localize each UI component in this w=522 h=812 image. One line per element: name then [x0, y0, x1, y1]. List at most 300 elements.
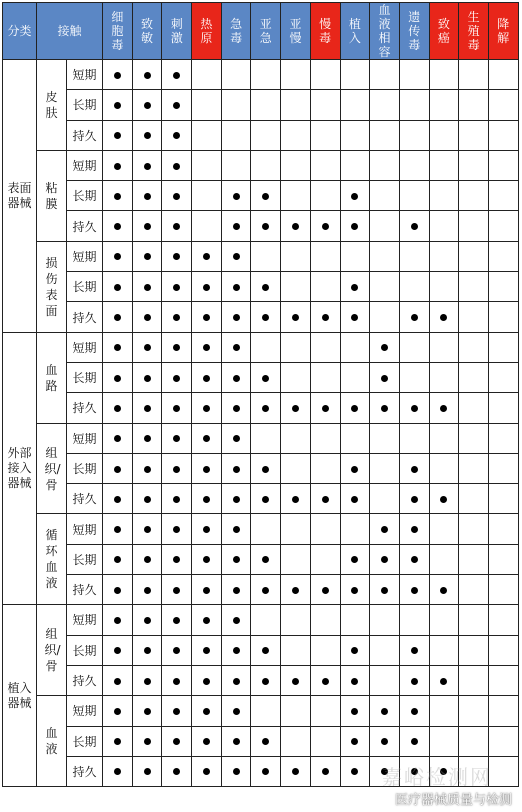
contact-type-cell: [37, 605, 67, 696]
test-cell: [281, 181, 311, 211]
test-cell: [459, 453, 489, 483]
test-cell: [340, 423, 370, 453]
required-dot-icon: [440, 678, 447, 685]
table-row: [3, 241, 519, 271]
required-dot-icon: [411, 526, 418, 533]
required-dot-icon: [144, 72, 151, 79]
required-dot-icon: [351, 678, 358, 685]
required-dot-icon: [262, 284, 269, 291]
header-test-label: 致癌: [437, 17, 450, 45]
table-row: [3, 423, 519, 453]
required-dot-icon: [381, 708, 388, 715]
test-cell: [459, 211, 489, 241]
required-dot-icon: [144, 738, 151, 745]
test-cell: [103, 453, 133, 483]
required-dot-icon: [144, 768, 151, 775]
header-row: [3, 3, 519, 60]
test-cell: [488, 423, 518, 453]
required-dot-icon: [173, 617, 180, 624]
contact-type-label: 血路: [45, 362, 58, 393]
test-cell: [459, 423, 489, 453]
table-row: [3, 665, 519, 695]
test-cell: [103, 150, 133, 180]
required-dot-icon: [203, 284, 210, 291]
test-cell: [251, 756, 281, 786]
test-cell: [370, 423, 400, 453]
test-cell: [340, 453, 370, 483]
test-cell: [132, 302, 162, 332]
test-cell: [281, 605, 311, 635]
test-cell: [399, 726, 429, 756]
test-cell: [488, 302, 518, 332]
required-dot-icon: [114, 435, 121, 442]
required-dot-icon: [173, 556, 180, 563]
test-cell: [340, 181, 370, 211]
test-cell: [370, 302, 400, 332]
test-cell: [103, 544, 133, 574]
test-cell: [429, 635, 459, 665]
required-dot-icon: [173, 466, 180, 473]
test-cell: [281, 544, 311, 574]
test-cell: [132, 181, 162, 211]
table-row: [3, 635, 519, 665]
test-cell: [251, 514, 281, 544]
test-cell: [221, 332, 251, 362]
test-cell: [429, 726, 459, 756]
required-dot-icon: [203, 647, 210, 654]
test-cell: [429, 362, 459, 392]
required-dot-icon: [144, 708, 151, 715]
required-dot-icon: [233, 466, 240, 473]
test-cell: [162, 453, 192, 483]
test-cell: [192, 726, 222, 756]
test-cell: [488, 575, 518, 605]
required-dot-icon: [322, 678, 329, 685]
contact-type-cell: [37, 332, 67, 423]
test-cell: [221, 605, 251, 635]
required-dot-icon: [262, 466, 269, 473]
test-cell: [132, 514, 162, 544]
header-test-label: 亚慢: [289, 17, 302, 45]
test-cell: [429, 514, 459, 544]
contact-type-cell: [37, 150, 67, 241]
required-dot-icon: [173, 284, 180, 291]
required-dot-icon: [114, 72, 121, 79]
test-cell: [429, 544, 459, 574]
test-cell: [281, 575, 311, 605]
required-dot-icon: [144, 587, 151, 594]
table-row: [3, 605, 519, 635]
test-cell: [162, 484, 192, 514]
required-dot-icon: [203, 375, 210, 382]
table-header: [3, 3, 519, 60]
test-cell: [399, 514, 429, 544]
header-category: 分类: [3, 3, 37, 60]
test-cell: [251, 241, 281, 271]
required-dot-icon: [114, 375, 121, 382]
test-cell: [399, 60, 429, 90]
test-cell: [281, 484, 311, 514]
test-cell: [103, 90, 133, 120]
test-cell: [192, 756, 222, 786]
test-cell: [399, 544, 429, 574]
test-cell: [162, 272, 192, 302]
test-cell: [221, 756, 251, 786]
test-cell: [132, 453, 162, 483]
test-cell: [281, 150, 311, 180]
test-cell: [192, 362, 222, 392]
test-cell: [132, 575, 162, 605]
test-cell: [488, 453, 518, 483]
required-dot-icon: [233, 344, 240, 351]
required-dot-icon: [114, 132, 121, 139]
test-cell: [162, 575, 192, 605]
table-row: [3, 393, 519, 423]
required-dot-icon: [144, 466, 151, 473]
test-cell: [488, 544, 518, 574]
test-cell: [429, 150, 459, 180]
header-test-4: [221, 3, 251, 60]
test-cell: [340, 544, 370, 574]
header-test-9: [370, 3, 400, 60]
test-cell: [281, 241, 311, 271]
required-dot-icon: [114, 768, 121, 775]
test-cell: [429, 181, 459, 211]
required-dot-icon: [381, 375, 388, 382]
contact-type-cell: [37, 241, 67, 332]
duration-cell: 持久: [67, 575, 103, 605]
required-dot-icon: [351, 647, 358, 654]
required-dot-icon: [114, 587, 121, 594]
required-dot-icon: [381, 587, 388, 594]
test-cell: [459, 726, 489, 756]
required-dot-icon: [233, 375, 240, 382]
test-cell: [429, 696, 459, 726]
category-cell: [3, 60, 37, 333]
test-cell: [251, 211, 281, 241]
required-dot-icon: [351, 768, 358, 775]
test-cell: [399, 302, 429, 332]
required-dot-icon: [292, 496, 299, 503]
test-cell: [132, 60, 162, 90]
required-dot-icon: [351, 223, 358, 230]
test-cell: [221, 150, 251, 180]
test-cell: [370, 60, 400, 90]
test-cell: [221, 575, 251, 605]
test-cell: [370, 181, 400, 211]
biocompatibility-matrix: [2, 2, 519, 787]
test-cell: [310, 393, 340, 423]
test-cell: [162, 211, 192, 241]
required-dot-icon: [173, 223, 180, 230]
duration-cell: 持久: [67, 756, 103, 786]
test-cell: [103, 393, 133, 423]
test-cell: [310, 453, 340, 483]
test-cell: [429, 453, 459, 483]
duration-cell: 长期: [67, 726, 103, 756]
test-cell: [488, 60, 518, 90]
test-cell: [162, 726, 192, 756]
test-cell: [162, 665, 192, 695]
duration-cell: 持久: [67, 393, 103, 423]
test-cell: [340, 302, 370, 332]
required-dot-icon: [173, 314, 180, 321]
duration-cell: 短期: [67, 696, 103, 726]
test-cell: [459, 120, 489, 150]
test-cell: [429, 575, 459, 605]
test-cell: [340, 211, 370, 241]
test-cell: [340, 272, 370, 302]
test-cell: [310, 211, 340, 241]
required-dot-icon: [173, 708, 180, 715]
required-dot-icon: [351, 405, 358, 412]
required-dot-icon: [203, 526, 210, 533]
test-cell: [221, 181, 251, 211]
duration-cell: 短期: [67, 60, 103, 90]
test-cell: [340, 241, 370, 271]
test-cell: [281, 302, 311, 332]
test-cell: [370, 362, 400, 392]
test-cell: [162, 605, 192, 635]
required-dot-icon: [144, 647, 151, 654]
test-cell: [488, 181, 518, 211]
test-cell: [192, 635, 222, 665]
header-test-label: 植入: [348, 17, 361, 45]
test-cell: [310, 575, 340, 605]
test-cell: [162, 241, 192, 271]
test-cell: [340, 575, 370, 605]
required-dot-icon: [233, 647, 240, 654]
required-dot-icon: [351, 193, 358, 200]
test-cell: [132, 484, 162, 514]
test-cell: [429, 60, 459, 90]
required-dot-icon: [114, 617, 121, 624]
table-row: [3, 362, 519, 392]
category-label: 表面器械: [7, 180, 32, 210]
required-dot-icon: [233, 193, 240, 200]
header-test-label: 刺激: [170, 17, 183, 45]
required-dot-icon: [144, 526, 151, 533]
header-test-label: 热原: [200, 17, 213, 45]
test-cell: [399, 453, 429, 483]
test-cell: [192, 453, 222, 483]
test-cell: [310, 635, 340, 665]
test-cell: [340, 756, 370, 786]
test-cell: [488, 150, 518, 180]
required-dot-icon: [144, 223, 151, 230]
required-dot-icon: [351, 587, 358, 594]
table-row: [3, 272, 519, 302]
test-cell: [221, 696, 251, 726]
table-row: [3, 484, 519, 514]
duration-cell: 长期: [67, 272, 103, 302]
required-dot-icon: [411, 738, 418, 745]
test-cell: [192, 211, 222, 241]
test-cell: [459, 514, 489, 544]
test-cell: [488, 635, 518, 665]
test-cell: [340, 726, 370, 756]
required-dot-icon: [203, 466, 210, 473]
test-cell: [459, 484, 489, 514]
header-test-label: 降解: [497, 17, 510, 45]
test-cell: [310, 362, 340, 392]
required-dot-icon: [114, 708, 121, 715]
required-dot-icon: [233, 587, 240, 594]
required-dot-icon: [114, 102, 121, 109]
required-dot-icon: [233, 284, 240, 291]
required-dot-icon: [144, 163, 151, 170]
test-cell: [488, 393, 518, 423]
required-dot-icon: [203, 617, 210, 624]
table-row: [3, 696, 519, 726]
test-cell: [488, 272, 518, 302]
required-dot-icon: [440, 496, 447, 503]
contact-type-label: 皮肤: [45, 89, 58, 120]
test-cell: [488, 665, 518, 695]
test-cell: [488, 605, 518, 635]
test-cell: [281, 696, 311, 726]
test-cell: [310, 423, 340, 453]
test-cell: [103, 181, 133, 211]
test-cell: [399, 150, 429, 180]
test-cell: [221, 272, 251, 302]
test-cell: [488, 696, 518, 726]
test-cell: [281, 423, 311, 453]
test-cell: [310, 181, 340, 211]
test-cell: [103, 635, 133, 665]
test-cell: [310, 150, 340, 180]
required-dot-icon: [114, 284, 121, 291]
required-dot-icon: [233, 223, 240, 230]
test-cell: [221, 665, 251, 695]
test-cell: [340, 332, 370, 362]
test-cell: [370, 726, 400, 756]
test-cell: [429, 90, 459, 120]
required-dot-icon: [411, 405, 418, 412]
required-dot-icon: [203, 587, 210, 594]
required-dot-icon: [203, 344, 210, 351]
required-dot-icon: [173, 132, 180, 139]
test-cell: [221, 241, 251, 271]
required-dot-icon: [144, 344, 151, 351]
header-test-8: [340, 3, 370, 60]
required-dot-icon: [351, 314, 358, 321]
test-cell: [399, 362, 429, 392]
required-dot-icon: [233, 768, 240, 775]
required-dot-icon: [173, 102, 180, 109]
duration-cell: 短期: [67, 514, 103, 544]
test-cell: [429, 332, 459, 362]
test-cell: [251, 272, 281, 302]
test-cell: [281, 120, 311, 150]
duration-cell: 长期: [67, 90, 103, 120]
test-cell: [399, 211, 429, 241]
test-cell: [221, 726, 251, 756]
test-cell: [429, 605, 459, 635]
required-dot-icon: [440, 405, 447, 412]
test-cell: [251, 575, 281, 605]
contact-type-label: 血液: [45, 726, 58, 757]
test-cell: [103, 575, 133, 605]
required-dot-icon: [292, 678, 299, 685]
test-cell: [221, 514, 251, 544]
duration-cell: 短期: [67, 332, 103, 362]
test-cell: [103, 362, 133, 392]
duration-cell: 短期: [67, 150, 103, 180]
test-cell: [340, 635, 370, 665]
contact-type-label: 粘膜: [45, 180, 58, 211]
test-cell: [459, 241, 489, 271]
duration-cell: 持久: [67, 484, 103, 514]
test-cell: [103, 211, 133, 241]
test-cell: [251, 181, 281, 211]
test-cell: [162, 302, 192, 332]
test-cell: [251, 150, 281, 180]
test-cell: [132, 211, 162, 241]
test-cell: [281, 726, 311, 756]
required-dot-icon: [203, 556, 210, 563]
test-cell: [132, 332, 162, 362]
test-cell: [459, 272, 489, 302]
test-cell: [429, 211, 459, 241]
test-cell: [221, 423, 251, 453]
test-cell: [162, 544, 192, 574]
test-cell: [429, 484, 459, 514]
test-cell: [429, 120, 459, 150]
test-cell: [103, 241, 133, 271]
required-dot-icon: [411, 223, 418, 230]
test-cell: [429, 665, 459, 695]
test-cell: [310, 332, 340, 362]
test-cell: [103, 696, 133, 726]
test-cell: [429, 423, 459, 453]
header-test-10: [399, 3, 429, 60]
test-cell: [103, 302, 133, 332]
required-dot-icon: [322, 587, 329, 594]
test-cell: [192, 150, 222, 180]
contact-type-label: 损伤表面: [45, 255, 58, 318]
required-dot-icon: [351, 708, 358, 715]
test-cell: [192, 544, 222, 574]
test-cell: [370, 332, 400, 362]
required-dot-icon: [144, 102, 151, 109]
test-cell: [251, 605, 281, 635]
test-cell: [103, 423, 133, 453]
test-cell: [281, 272, 311, 302]
required-dot-icon: [203, 496, 210, 503]
required-dot-icon: [114, 556, 121, 563]
required-dot-icon: [233, 617, 240, 624]
header-test-12: [459, 3, 489, 60]
test-cell: [192, 241, 222, 271]
test-cell: [488, 756, 518, 786]
test-cell: [310, 60, 340, 90]
test-cell: [340, 484, 370, 514]
required-dot-icon: [292, 768, 299, 775]
contact-type-cell: [37, 423, 67, 514]
required-dot-icon: [411, 314, 418, 321]
category-label: 外部接入器械: [7, 446, 32, 490]
test-cell: [340, 90, 370, 120]
test-cell: [132, 635, 162, 665]
required-dot-icon: [233, 678, 240, 685]
required-dot-icon: [262, 678, 269, 685]
required-dot-icon: [114, 496, 121, 503]
test-cell: [103, 726, 133, 756]
test-cell: [429, 393, 459, 423]
test-cell: [221, 90, 251, 120]
required-dot-icon: [233, 556, 240, 563]
